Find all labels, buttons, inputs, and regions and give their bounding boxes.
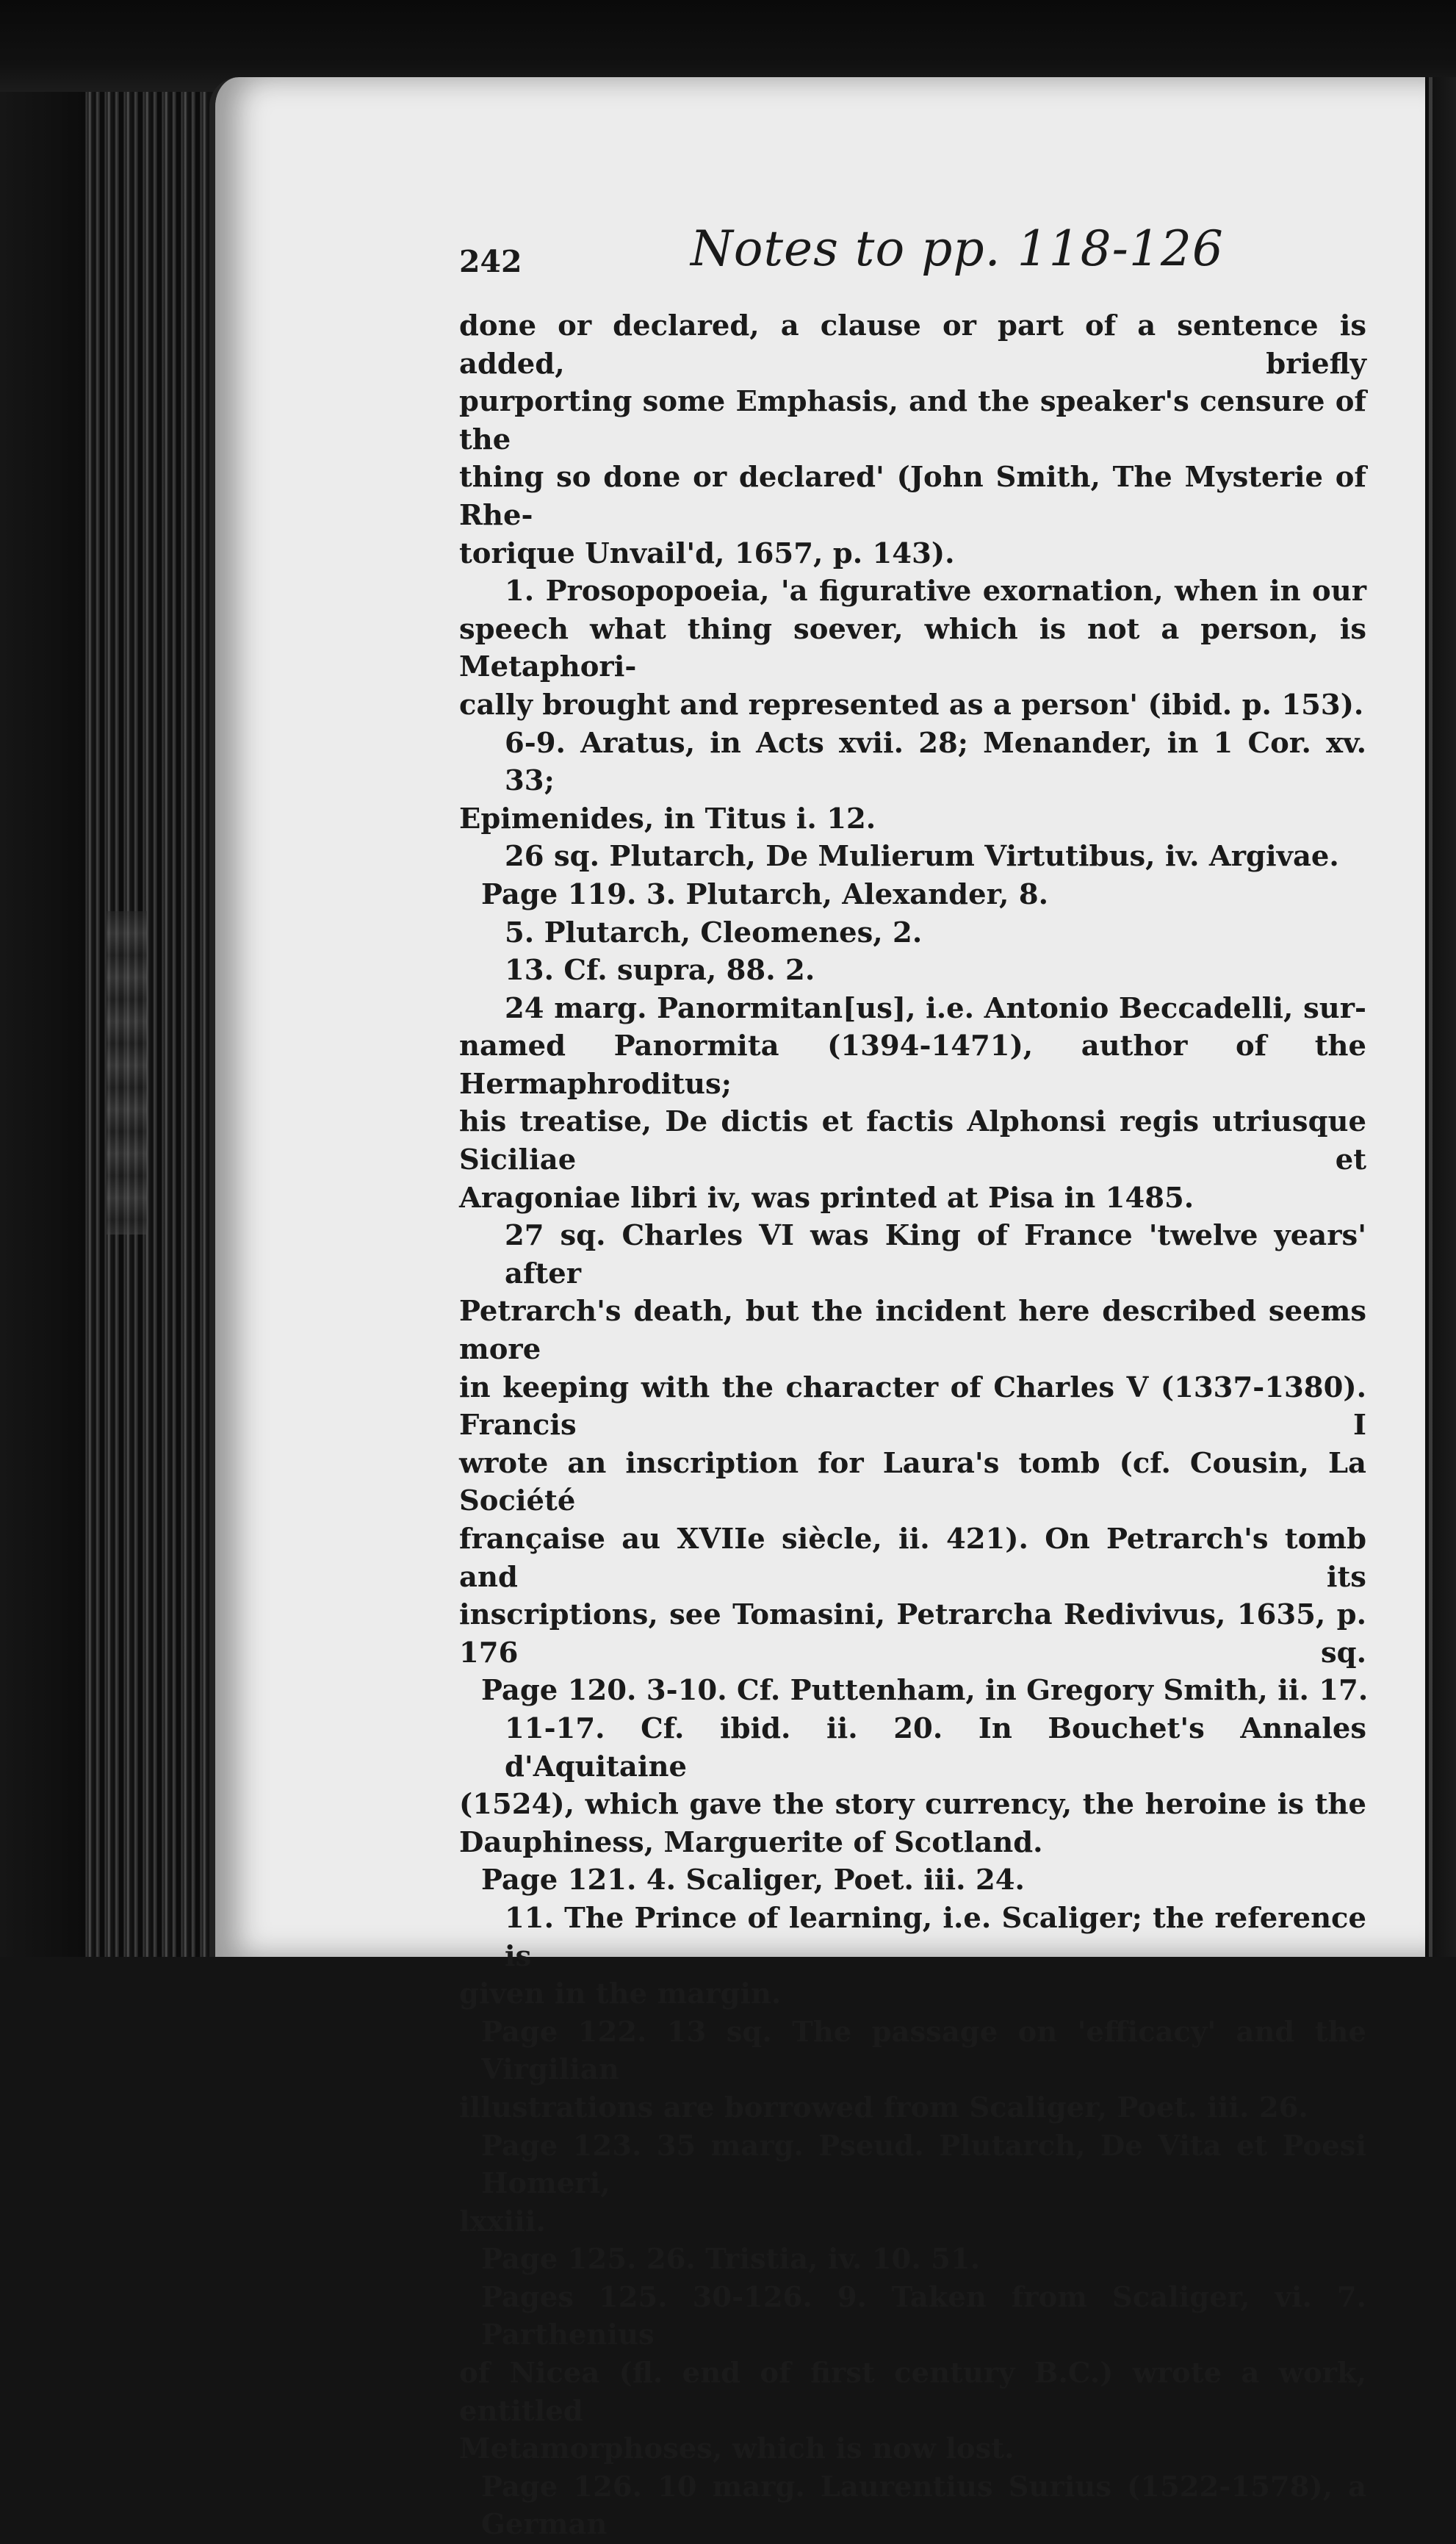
page-number: 242 bbox=[459, 244, 522, 279]
book-spine-shadow bbox=[0, 92, 81, 1957]
text-line: lxxiii. bbox=[459, 2205, 546, 2238]
text-line: Dauphiness, Marguerite of Scotland. bbox=[459, 1825, 1043, 1859]
text-line: Metamorphoses, which is now lost. bbox=[459, 2432, 1014, 2466]
text-line: inscriptions, see Tomasini, Petrarcha Redivivus, 1635, p. 176 sq. bbox=[459, 1598, 1366, 1670]
notes-body bbox=[459, 307, 1369, 2544]
text-line: Page 119. 3. Plutarch, Alexander, 8. bbox=[481, 877, 1049, 911]
text-line: named Panormita (1394-1471), author of the Hermaphroditus; bbox=[459, 1030, 1366, 1101]
text-line: 24 marg. Panormitan[us], i.e. Antonio Beccadelli, sur- bbox=[505, 991, 1366, 1025]
text-line: Petrarch's death, but the incident here described seems more bbox=[459, 1295, 1366, 1367]
text-line: 11-17. Cf. ibid. ii. 20. In Bouchet's Annales d'Aquitaine bbox=[505, 1711, 1366, 1783]
right-edge-line bbox=[1429, 77, 1432, 1957]
text-line: Epimenides, in Titus i. 12. bbox=[459, 802, 876, 836]
text-line: Page 123. 35 marg. Pseud. Plutarch, De Vita et Poesi Homeri, bbox=[481, 2129, 1366, 2201]
text-line: of Nicea (fl. end of first century B.C.) wrote a work, entitled bbox=[459, 2357, 1366, 2428]
text-line: speech what thing soever, which is not a person, is Metaphori- bbox=[459, 612, 1366, 684]
text-line: illustrations are borrowed from Scaliger, Poet. iii. 26. bbox=[459, 2091, 1308, 2124]
margin-smudge bbox=[107, 911, 147, 1235]
text-line: purporting some Emphasis, and the speaker's censure of the bbox=[459, 385, 1366, 456]
text-line: 5. Plutarch, Cleomenes, 2. bbox=[505, 916, 923, 949]
text-line: 6-9. Aratus, in Acts xvii. 28; Menander, in 1 Cor. xv. 33; bbox=[505, 726, 1366, 798]
text-line: Pages 125. 30-126. 9. Taken from Scaliger, vi. 7. Parthenius bbox=[481, 2280, 1366, 2352]
running-head: Notes to pp. 118-126 bbox=[691, 220, 1224, 277]
page-header bbox=[459, 220, 1370, 301]
text-line: his treatise, De dictis et factis Alphonsi regis utriusque Siciliae et bbox=[459, 1105, 1366, 1177]
text-line: thing so done or declared' (John Smith, The Mysterie of Rhe- bbox=[459, 461, 1366, 532]
text-line: 1. Prosopopoeia, 'a figurative exornation, when in our bbox=[505, 575, 1366, 608]
text-line: (1524), which gave the story currency, the heroine is the bbox=[459, 1788, 1366, 1822]
text-line: Page 121. 4. Scaliger, Poet. iii. 24. bbox=[481, 1864, 1025, 1897]
text-line: Page 120. 3-10. Cf. Puttenham, in Gregory Smith, ii. 17. bbox=[481, 1674, 1369, 1708]
text-line: cally brought and represented as a person' (ibid. p. 153). bbox=[459, 688, 1364, 722]
text-line: française au XVIIe siècle, ii. 421). On Petrarch's tomb and its bbox=[459, 1523, 1366, 1594]
text-line: Page 125. 26. Tristia, iv. 10. 51. bbox=[481, 2243, 981, 2277]
text-line: Page 122. 13 sq. The passage on 'efficacy' and the Virgilian bbox=[481, 2015, 1366, 2087]
text-line: 13. Cf. supra, 88. 2. bbox=[505, 954, 815, 988]
text-line: Page 126. 10 marg. Laurentius Surius (1522-1578), a German bbox=[481, 2470, 1366, 2542]
text-line: Aragoniae libri iv, was printed at Pisa in 1485. bbox=[459, 1181, 1194, 1215]
text-line: torique Unvail'd, 1657, p. 143). bbox=[459, 536, 955, 570]
text-line: done or declared, a clause or part of a sentence is added, briefly bbox=[459, 309, 1366, 381]
text-line: 11. The Prince of learning, i.e. Scaliger; the reference is bbox=[505, 1901, 1366, 1973]
text-line: given in the margin. bbox=[459, 1977, 782, 2011]
text-line: in keeping with the character of Charles V (1337-1380). Francis I bbox=[459, 1370, 1366, 1442]
text-line: wrote an inscription for Laura's tomb (cf. Cousin, La Société bbox=[459, 1446, 1366, 1518]
text-line: 27 sq. Charles VI was King of France 'twelve years' after bbox=[505, 1219, 1366, 1290]
text-line: 26 sq. Plutarch, De Mulierum Virtutibus, iv. Argivae. bbox=[505, 840, 1339, 874]
